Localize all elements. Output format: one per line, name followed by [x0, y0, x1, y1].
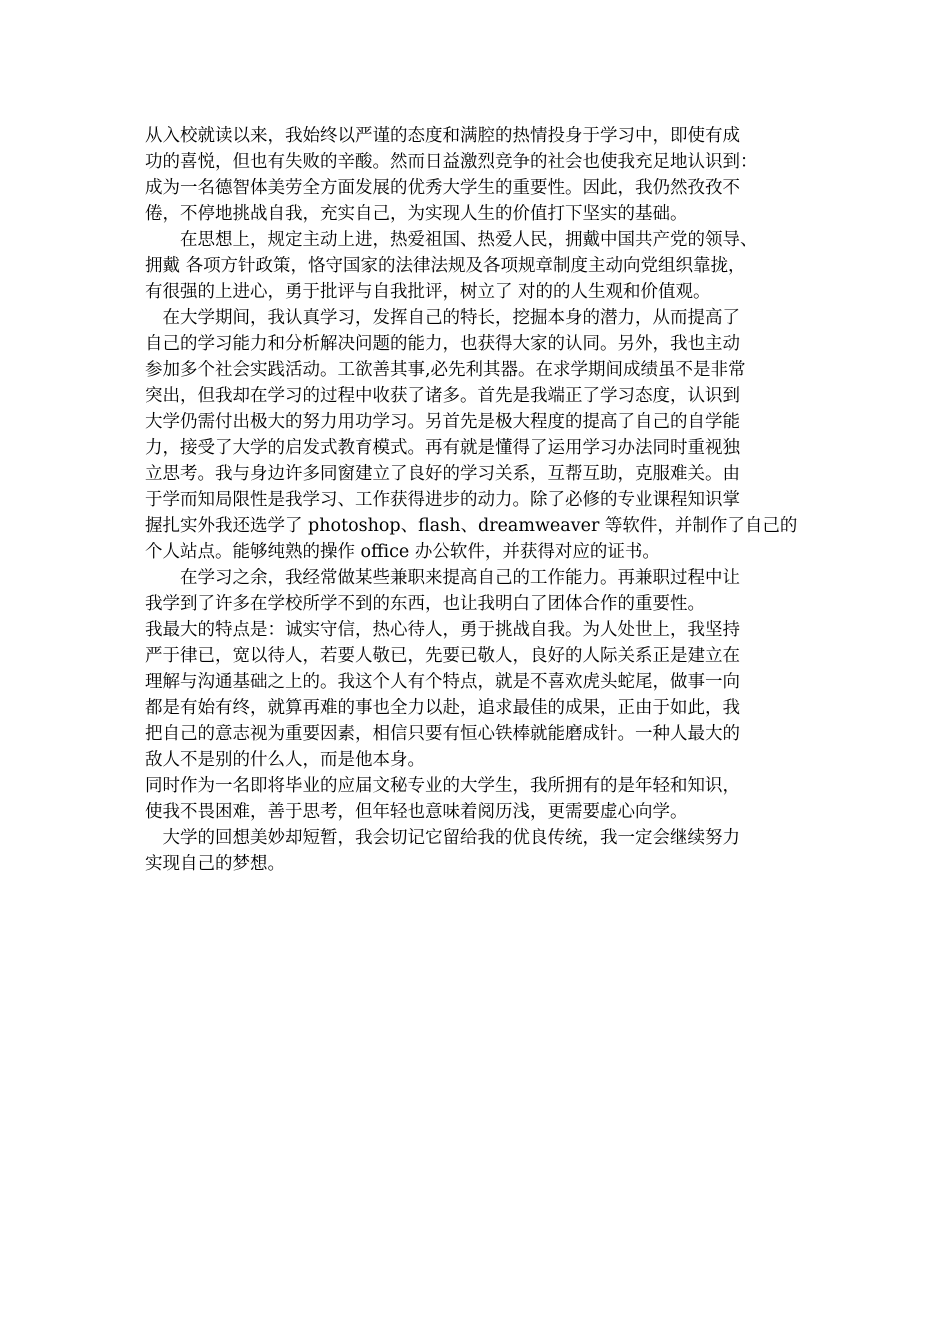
text-line: 在思想上，规定主动上进，热爱祖国、热爱人民，拥戴中国共产党的领导、 — [145, 230, 758, 250]
text-line: 突出，但我却在学习的过程中收获了诸多。首先是我端正了学习态度，认识到 — [145, 386, 740, 406]
text-line: 使我不畏困难，善于思考，但年轻也意味着阅历浅，更需要虚心向学。 — [145, 802, 688, 822]
text-line: 大学仍需付出极大的努力用功学习。另首先是极大程度的提高了自己的自学能 — [145, 412, 740, 432]
text-line: 敌人不是别的什么人，而是他本身。 — [145, 750, 425, 770]
text-line: 握扎实外我还选学了 photoshop、flash、dreamweaver 等软件，并制作了自己的 — [145, 516, 798, 536]
text-line: 都是有始有终，就算再难的事也全力以赴，追求最佳的成果，正由于如此，我 — [145, 698, 740, 718]
text-line: 参加多个社会实践活动。工欲善其事,必先利其器。在求学期间成绩虽不是非常 — [145, 360, 746, 380]
document-body — [145, 123, 810, 877]
text-line: 在学习之余，我经常做某些兼职来提高自己的工作能力。再兼职过程中让 — [145, 568, 740, 588]
text-line: 力，接受了大学的启发式教育模式。再有就是懂得了运用学习办法同时重视独 — [145, 438, 740, 458]
text-line: 自己的学习能力和分析解决问题的能力，也获得大家的认同。另外，我也主动 — [145, 334, 740, 354]
text-line: 理解与沟通基础之上的。我这个人有个特点，就是不喜欢虎头蛇尾，做事一向 — [145, 672, 740, 692]
text-line: 严于律已，宽以待人，若要人敬已，先要已敬人，良好的人际关系正是建立在 — [145, 646, 740, 666]
text-line: 个人站点。能够纯熟的操作 office 办公软件，并获得对应的证书。 — [145, 542, 660, 562]
text-line: 成为一名德智体美劳全方面发展的优秀大学生的重要性。因此，我仍然孜孜不 — [145, 178, 740, 198]
text-line: 我最大的特点是：诚实守信，热心待人，勇于挑战自我。为人处世上，我坚持 — [145, 620, 740, 640]
text-line: 拥戴 各项方针政策，恪守国家的法律法规及各项规章制度主动向党组织靠拢， — [145, 256, 746, 276]
text-line: 倦，不停地挑战自我，充实自己，为实现人生的价值打下坚实的基础。 — [145, 204, 688, 224]
text-line: 在大学期间，我认真学习，发挥自己的特长，挖掘本身的潜力，从而提高了 — [145, 308, 740, 328]
text-line: 大学的回想美妙却短暂，我会切记它留给我的优良传统，我一定会继续努力 — [145, 828, 740, 848]
text-line: 从入校就读以来，我始终以严谨的态度和满腔的热情投身于学习中，即使有成 — [145, 126, 740, 146]
text-line: 同时作为一名即将毕业的应届文秘专业的大学生，我所拥有的是年轻和知识， — [145, 776, 740, 796]
text-line: 于学而知局限性是我学习、工作获得进步的动力。除了必修的专业课程知识掌 — [145, 490, 740, 510]
text-line: 把自己的意志视为重要因素，相信只要有恒心铁棒就能磨成针。一种人最大的 — [145, 724, 740, 744]
text-line: 有很强的上进心，勇于批评与自我批评，树立了 对的的人生观和价值观。 — [145, 282, 711, 302]
text-line: 我学到了许多在学校所学不到的东西，也让我明白了团体合作的重要性。 — [145, 594, 705, 614]
text-line: 实现自己的梦想。 — [145, 854, 285, 874]
text-line: 立思考。我与身边许多同窗建立了良好的学习关系，互帮互助，克服难关。由 — [145, 464, 740, 484]
text-line: 功的喜悦，但也有失败的辛酸。然而日益激烈竞争的社会也使我充足地认识到： — [145, 152, 758, 172]
